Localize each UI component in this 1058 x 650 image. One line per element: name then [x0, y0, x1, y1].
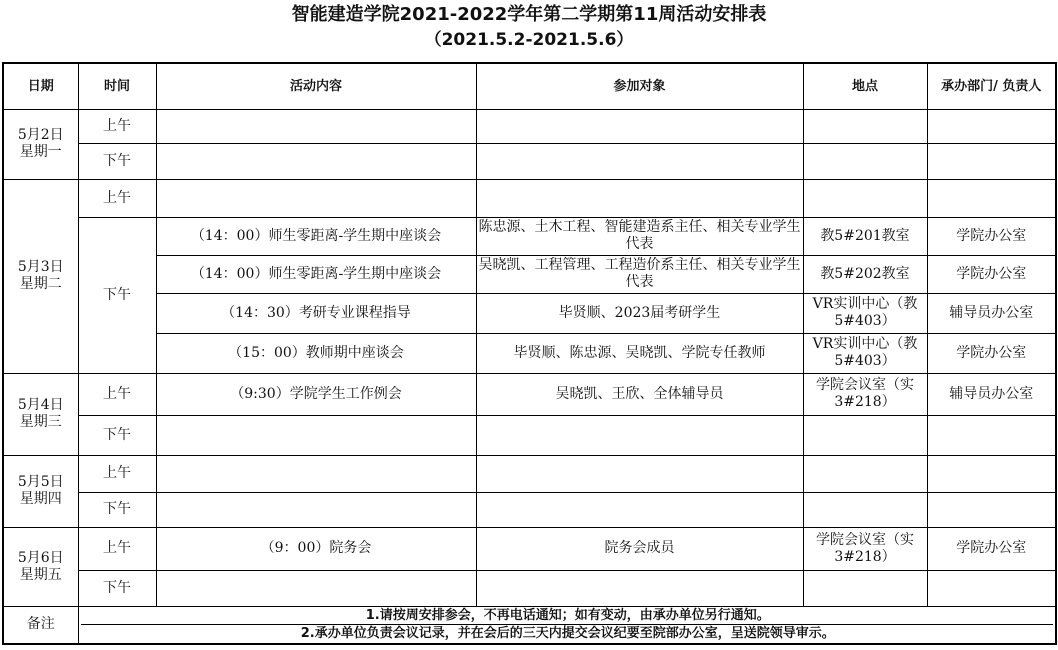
activity-content: （15：00）教师期中座谈会: [156, 333, 476, 373]
day-weekday: 星期一: [19, 144, 62, 160]
header-participants: 参加对象: [476, 63, 803, 109]
activity-location: VR实训中心（教5#403）: [803, 293, 927, 333]
header-organizer: 承办部门/ 负责人: [927, 63, 1056, 109]
day-weekday: 星期四: [19, 491, 62, 507]
activity-content: （14：00）师生零距离-学生期中座谈会: [156, 255, 476, 293]
day-date: 5月5日: [17, 474, 64, 490]
period-pm: 下午: [78, 570, 156, 606]
day-date: 5月2日: [17, 127, 64, 143]
activity-location: 教5#201教室: [803, 217, 927, 255]
activity-content: （9：00）院务会: [156, 527, 476, 570]
activity-participants: 毕贤顺、陈忠源、吴晓凯、学院专任教师: [476, 333, 803, 373]
activity-participants: 吴晓凯、王欣、全体辅导员: [476, 373, 803, 415]
activity-organizer: 学院办公室: [927, 333, 1056, 373]
note-item: 2.承办单位负责会议记录，并在会后的三天内提交会议纪要至院部办公室，呈送院领导审示。: [81, 624, 1054, 642]
activity-organizer: 学院办公室: [927, 255, 1056, 293]
table-row: [3, 373, 1056, 415]
day-cell-wed: [3, 373, 78, 455]
day-cell-thu: [3, 455, 78, 527]
day-weekday: 星期三: [19, 414, 62, 430]
day-date: 5月4日: [17, 397, 64, 413]
activity-content: （14：30）考研专业课程指导: [156, 293, 476, 333]
activity-content: （14：00）师生零距离-学生期中座谈会: [156, 217, 476, 255]
period-am: 上午: [78, 455, 156, 492]
page-title: 智能建造学院2021-2022学年第二学期第11周活动安排表: [291, 4, 767, 25]
header-location: 地点: [803, 63, 927, 109]
day-date: 5月6日: [17, 549, 64, 566]
activity-participants: 毕贤顺、2023届考研学生: [476, 293, 803, 333]
activity-location: 学院会议室（实3#218）: [803, 373, 927, 415]
table-row: [3, 333, 1056, 373]
period-am: 上午: [78, 109, 156, 143]
activity-participants: 院务会成员: [476, 527, 803, 570]
table-row: [3, 415, 1056, 455]
notes-row: [3, 606, 1056, 644]
activity-content: （9:30）学院学生工作例会: [156, 373, 476, 415]
header-date: 日期: [3, 63, 78, 109]
activity-participants: 陈忠源、土木工程、智能建造系主任、相关专业学生代表: [476, 217, 803, 255]
notes-cell: [78, 606, 1056, 644]
day-weekday: 星期五: [19, 566, 62, 583]
table-row: [3, 217, 1056, 255]
day-cell-mon: [3, 109, 78, 179]
day-cell-tue: [3, 179, 78, 373]
table-row: [3, 527, 1056, 570]
period-pm: 下午: [78, 217, 156, 373]
activity-organizer: 学院办公室: [927, 527, 1056, 570]
header-row: [3, 63, 1056, 109]
table-row: [3, 255, 1056, 293]
activity-organizer: 辅导员办公室: [927, 373, 1056, 415]
period-am: 上午: [78, 527, 156, 570]
day-weekday: 星期二: [19, 276, 62, 292]
activity-location: 学院会议室（实3#218）: [803, 527, 927, 570]
table-row: [3, 455, 1056, 492]
day-date: 5月3日: [17, 259, 64, 275]
schedule-table: [2, 62, 1057, 645]
activity-location: 教5#202教室: [803, 255, 927, 293]
period-pm: 下午: [78, 143, 156, 179]
table-row: [3, 570, 1056, 606]
table-row: [3, 109, 1056, 143]
table-row: [3, 293, 1056, 333]
table-row: [3, 143, 1056, 179]
page-subtitle: （2021.5.2-2021.5.6）: [424, 30, 634, 50]
header-time: 时间: [78, 63, 156, 109]
table-row: [3, 492, 1056, 527]
period-pm: 下午: [78, 492, 156, 527]
table-row: [3, 179, 1056, 217]
day-cell-fri: [3, 527, 78, 606]
activity-organizer: 辅导员办公室: [927, 293, 1056, 333]
note-item: 1.请按周安排参会，不再电话通知；如有变动，由承办单位另行通知。: [365, 608, 770, 624]
activity-organizer: 学院办公室: [927, 217, 1056, 255]
activity-location: VR实训中心（教5#403）: [803, 333, 927, 373]
period-pm: 下午: [78, 415, 156, 455]
activity-participants: 吴晓凯、工程管理、工程造价系主任、相关专业学生代表: [476, 255, 803, 293]
notes-label: 备注: [3, 606, 78, 644]
period-am: 上午: [78, 373, 156, 415]
period-am: 上午: [78, 179, 156, 217]
header-content: 活动内容: [156, 63, 476, 109]
